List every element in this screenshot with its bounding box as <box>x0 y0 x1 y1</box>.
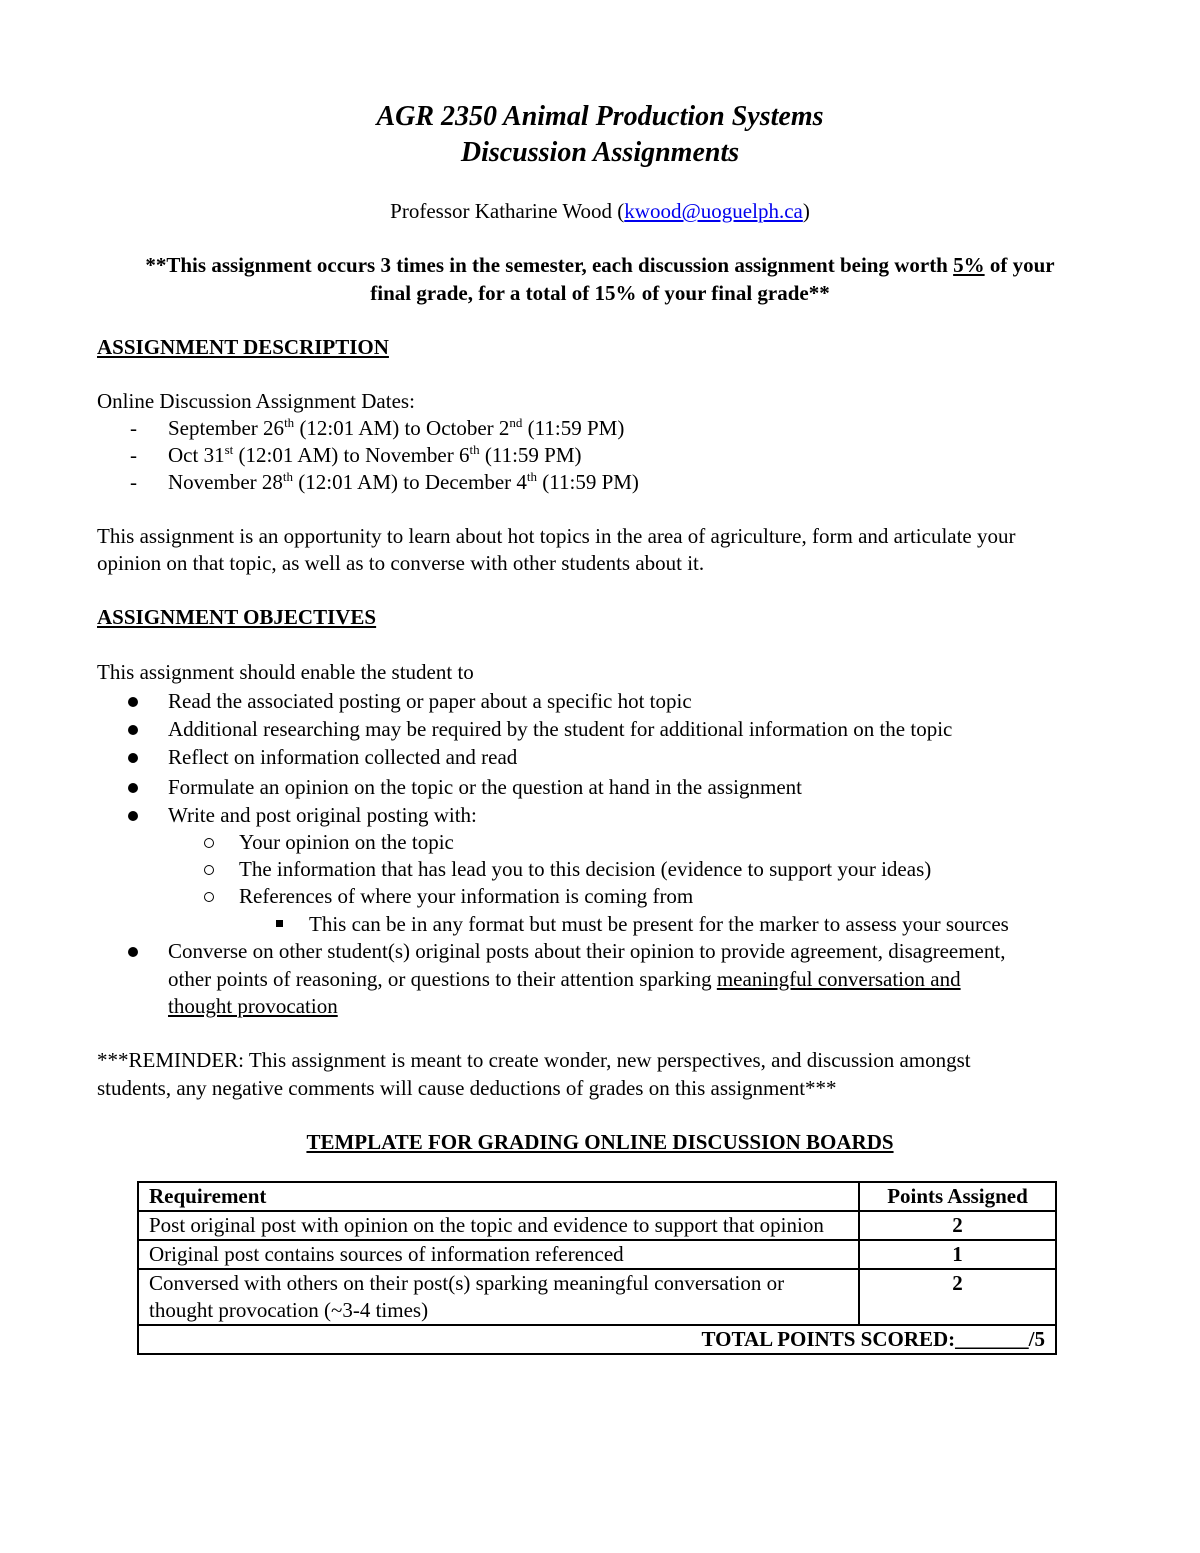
circle-bullet-icon <box>204 865 214 875</box>
bullet-icon <box>128 697 138 707</box>
points-cell: 1 <box>859 1240 1056 1269</box>
document-title: AGR 2350 Animal Production Systems <box>376 101 824 132</box>
list-item-line3: thought provocation <box>168 994 338 1018</box>
grade-notice-line2: final grade, for a total of 15% of your final grade** <box>370 281 830 305</box>
list-item: Read the associated posting or paper about a specific hot topic <box>168 689 692 713</box>
sub-list-item: References of where your information is coming from <box>239 884 694 908</box>
bullet-icon <box>128 783 138 793</box>
list-item: Formulate an opinion on the topic or the question at hand in the assignment <box>168 775 802 799</box>
requirement-cell: Original post contains sources of information referenced <box>138 1240 859 1269</box>
sub-list-item: The information that has lead you to this decision (evidence to support your ideas) <box>239 857 932 881</box>
notice-part1: **This assignment occurs 3 times in the semester, each discussion assignment being worth <box>145 253 954 277</box>
objectives-intro: This assignment should enable the student to <box>97 660 474 684</box>
list-item: Write and post original posting with: <box>168 803 477 827</box>
professor-name: Professor Katharine Wood ( <box>390 199 625 223</box>
bullet-icon <box>128 753 138 763</box>
objectives-heading: ASSIGNMENT OBJECTIVES <box>97 605 377 629</box>
notice-part2: of your <box>984 253 1055 277</box>
dash-marker: - <box>130 470 137 494</box>
dates-label: Online Discussion Assignment Dates: <box>97 389 415 413</box>
requirement-cell: Post original post with opinion on the topic and evidence to support that opinion <box>138 1211 859 1240</box>
reminder-line1: ***REMINDER: This assignment is meant to create wonder, new perspectives, and discussion amongst <box>97 1048 971 1072</box>
reminder-line2: students, any negative comments will cause deductions of grades on this assignment*** <box>97 1076 837 1100</box>
table-header-row <box>138 1182 1056 1211</box>
grading-heading: TEMPLATE FOR GRADING ONLINE DISCUSSION BOARDS <box>306 1130 894 1154</box>
total-points-cell: TOTAL POINTS SCORED:_______/5 <box>138 1325 1056 1354</box>
grading-table <box>137 1181 1057 1355</box>
bullet-icon <box>128 947 138 957</box>
table-total-row <box>138 1325 1056 1354</box>
professor-email-link[interactable]: kwood@uoguelph.ca <box>624 199 803 223</box>
list-item: Reflect on information collected and read <box>168 745 518 769</box>
list-item-line1: Converse on other student(s) original posts about their opinion to provide agreement, disagreement, <box>168 939 1006 963</box>
grade-notice-line1 <box>0 252 1200 279</box>
list-item: Additional researching may be required by the student for additional information on the topic <box>168 717 953 741</box>
bullet-icon <box>128 811 138 821</box>
sub-list-item: Your opinion on the topic <box>239 830 454 854</box>
table-row <box>138 1240 1056 1269</box>
points-cell: 2 <box>859 1269 1056 1325</box>
document-page: AGR 2350 Animal Production Systems Discussion Assignments Professor Katharine Wood (kwood@uoguelph.ca) **This assignment occurs 3 times in the semester, each discussion assignment being worth 5% of your final grade, for a total of 15% of your final grade** ASSIGNMENT DESCRIPTION Online Discussion Assignment Dates: - September 26th (12:01 AM) to October 2nd (11:59 PM) - Oct 31st (12:01 AM) to November 6th (11:59 PM) - November 28th (12:01 AM) to December 4th (11:59 PM) This assignment is an opportunity to learn about hot topics in the area of agriculture, form and articulate your opinion on that topic, as well as to converse with other students about it. ASSIGNMENT OBJECTIVES This assignment should enable the student to Read the associated posting or paper about a specific hot topic Additional researching may be required by the student for additional information on the topic Reflect on information collected and read Formulate an opinion on the topic or the question at hand in the assignment Write and post original posting with: Your opinion on the topic The information that has lead you to this decision (evidence to support your ideas) References of where your information is coming from This can be in any format but must be present for the marker to assess your sources Converse on other student(s) original posts about their opinion to provide agreement, disagreement, other points of reasoning, or questions to their attention sparking meaningful conversation and thought provocation ***REMINDER: This assignment is meant to create wonder, new perspectives, and discussion amongst students, any negative comments will cause deductions of grades on this assignment*** TEMPLATE FOR GRADING ONLINE DISCUSSION BOARDS Requirement Points Assigned Post original post with opinion on the topic and evidence to support that opinion 2 Original post contains sources of information referenced 1 Conversed with others on their post(s) sparking meaningful conversation or thought provocation (~3-4 times) 2 TOTAL POINTS SCORED:_______/5 <box>0 0 1200 1553</box>
requirement-column-header: Requirement <box>138 1182 859 1211</box>
document-subtitle: Discussion Assignments <box>460 137 740 168</box>
points-cell: 2 <box>859 1211 1056 1240</box>
circle-bullet-icon <box>204 838 214 848</box>
professor-line <box>0 198 1200 225</box>
description-paragraph-line1: This assignment is an opportunity to learn about hot topics in the area of agriculture, form and articulate your <box>97 524 1016 548</box>
bullet-icon <box>128 725 138 735</box>
circle-bullet-icon <box>204 892 214 902</box>
notice-weight: 5% <box>953 253 985 277</box>
list-item-line2: other points of reasoning, or questions to their attention sparking meaningful conversation and <box>168 967 961 991</box>
dash-marker: - <box>130 416 137 440</box>
requirement-cell: Conversed with others on their post(s) sparking meaningful conversation or thought provocation (~3-4 times) <box>138 1269 859 1325</box>
description-heading: ASSIGNMENT DESCRIPTION <box>97 335 389 359</box>
table-row <box>138 1269 1056 1325</box>
points-column-header: Points Assigned <box>859 1182 1056 1211</box>
table-row <box>138 1211 1056 1240</box>
sub-sub-list-item: This can be in any format but must be present for the marker to assess your sources <box>309 912 1009 936</box>
professor-suffix: ) <box>802 199 810 223</box>
dash-marker: - <box>130 443 137 467</box>
square-bullet-icon <box>276 920 283 927</box>
description-paragraph-line2: opinion on that topic, as well as to converse with other students about it. <box>97 551 705 575</box>
